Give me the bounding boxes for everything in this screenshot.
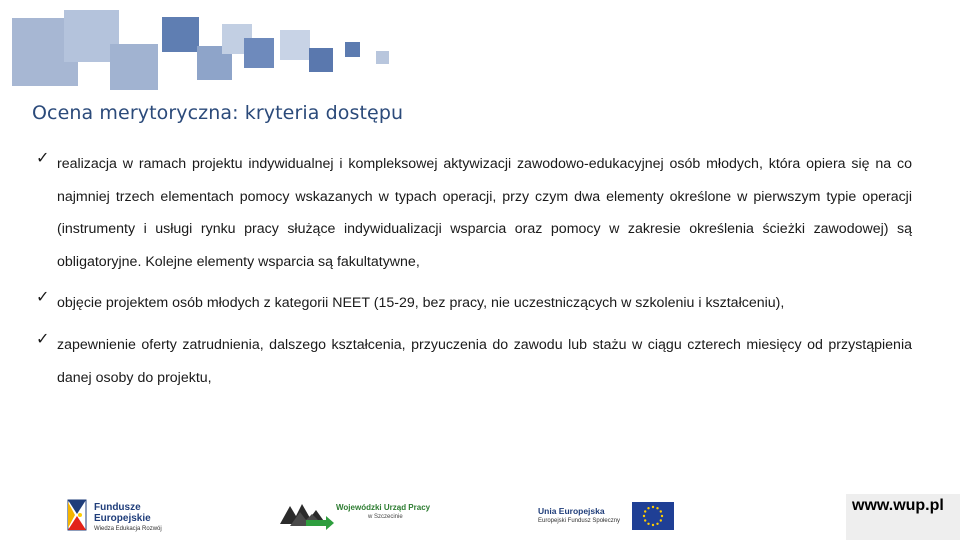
website-url[interactable]: www.wup.pl: [852, 497, 944, 514]
ue-logo-line1: Unia Europejska: [538, 506, 605, 516]
list-item-text: realizacja w ramach projektu indywidualnej i kompleksowej aktywizacji zawodowo-edukacyjnej osób młodych, która opiera się na co najmniej trzech elementach pomocy wskazanych w typach operacji, przy czym dwa elementy określone w pierwszym typie operacji (instrumenty i usługi rynku pracy służące indywidualizacji wsparcia oraz pomocy w zakresie określenia ścieżki zawodowej) są obligatoryjne. Kolejne elementy wsparcia są fakultatywne,: [57, 156, 912, 270]
decorative-squares: [0, 0, 400, 95]
wup-mountains-icon: [280, 498, 336, 530]
deco-square: [110, 44, 158, 90]
deco-square: [309, 48, 333, 72]
eu-flag-icon: [632, 502, 674, 530]
wup-logo-line2: w Szczecinie: [368, 514, 403, 520]
slide-title: Ocena merytoryczna: kryteria dostępu: [32, 102, 404, 124]
list-item-text: objęcie projektem osób młodych z kategorii NEET (15-29, bez pracy, nie uczestniczących w szkoleniu i kształceniu),: [57, 295, 785, 312]
deco-square: [244, 38, 274, 68]
list-item: [36, 148, 912, 278]
fe-logo-line2: Europejskie: [94, 513, 151, 524]
fundusze-europejskie-logo: [66, 496, 176, 534]
list-item-text: zapewnienie oferty zatrudnienia, dalszego kształcenia, przyuczenia do zawodu lub stażu w ciągu czterech miesięcy od przystąpienia danej osoby do projektu,: [57, 336, 912, 386]
fe-flag-icon: [66, 496, 88, 534]
footer-logos: [0, 490, 960, 540]
deco-square: [345, 42, 360, 57]
list-item: [36, 329, 912, 394]
ue-logo-line2: Europejski Fundusz Społeczny: [538, 518, 621, 524]
fe-logo-line1: Fundusze: [94, 502, 141, 513]
list-item: [36, 287, 912, 320]
criteria-list: [36, 148, 912, 394]
check-icon: ✓: [36, 148, 50, 167]
wup-logo-line1: Wojewódzki Urząd Pracy: [336, 503, 431, 512]
website-box: [846, 494, 960, 540]
check-icon: ✓: [36, 328, 50, 348]
deco-square: [280, 30, 310, 60]
check-icon: ✓: [36, 287, 50, 307]
deco-square: [376, 51, 389, 64]
wup-logo: [280, 498, 430, 530]
deco-square: [162, 17, 199, 52]
fe-logo-line3: Wiedza Edukacja Rozwój: [94, 526, 162, 532]
unia-europejska-logo: [538, 500, 678, 532]
